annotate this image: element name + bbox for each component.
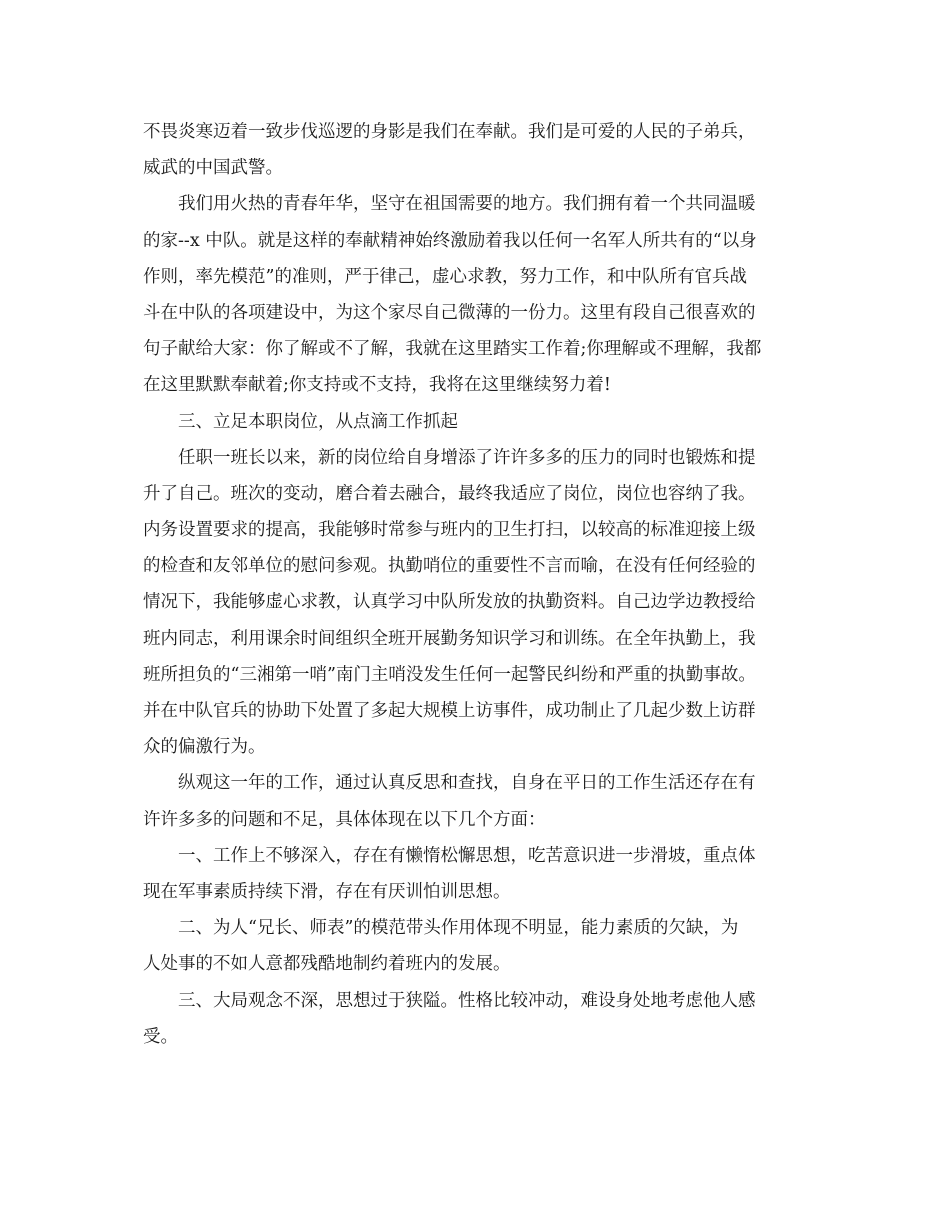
text-line: 许许多多的问题和不足，具体体现在以下几个方面： — [143, 809, 546, 830]
text-line: 受。 — [143, 1026, 178, 1047]
text-line: 我们用火热的青春年华，坚守在祖国需要的地方。我们拥有着一个共同温暖 — [178, 194, 756, 215]
document-body — [143, 114, 813, 1055]
text-line: 任职一班长以来，新的岗位给自身增添了许许多多的压力的同时也锻炼和提 — [178, 447, 756, 468]
text-line: 班内同志，利用课余时间组织全班开展勤务知识学习和训练。在全年执勤上，我 — [143, 628, 756, 649]
list-item-line: 一、工作上不够深入，存在有懒惰松懈思想，吃苦意识进一步滑坡，重点体 — [178, 845, 756, 866]
text-line: 众的偏激行为。 — [143, 737, 266, 758]
text-line: 情况下，我能够虚心求教，认真学习中队所发放的执勤资料。自己边学边教授给 — [143, 592, 756, 613]
list-item-line: 二、为人“兄长、师表”的模范带头作用体现不明显，能力素质的欠缺，为 — [178, 918, 739, 939]
text-line: 在这里默默奉献着;你支持或不支持，我将在这里继续努力着! — [143, 375, 611, 396]
text-line: 并在中队官兵的协助下处置了多起大规模上访事件，成功制止了几起少数上访群 — [143, 701, 756, 721]
text-line: 作则，率先模范”的准则，严于律己，虚心求教，努力工作，和中队所有官兵战 — [143, 266, 747, 287]
text-line: 内务设置要求的提高，我能够时常参与班内的卫生打扫，以较高的标准迎接上级 — [143, 520, 756, 541]
text-line: 句子献给大家：你了解或不了解，我就在这里踏实工作着;你理解或不理解，我都 — [143, 339, 762, 360]
text-line: 的检查和友邻单位的慰问参观。执勤哨位的重要性不言而喻，在没有任何经验的 — [143, 556, 756, 577]
text-line: 威武的中国武警。 — [143, 158, 283, 179]
text-line: 升了自己。班次的变动，磨合着去融合，最终我适应了岗位，岗位也容纳了我。 — [143, 483, 756, 504]
section-heading: 三、立足本职岗位，从点滴工作抓起 — [178, 411, 458, 432]
text-line: 班所担负的“三湘第一哨”南门主哨没发生任何一起警民纠纷和严重的执勤事故。 — [143, 664, 756, 685]
list-item-line: 三、大局观念不深，思想过于狭隘。性格比较冲动，难设身处地考虑他人感 — [178, 990, 756, 1011]
text-line: 不畏炎寒迈着一致步伐巡逻的身影是我们在奉献。我们是可爱的人民的子弟兵， — [143, 122, 756, 142]
text-line: 人处事的不如人意都残酷地制约着班内的发展。 — [143, 954, 511, 975]
text-line: 斗在中队的各项建设中，为这个家尽自己微薄的一份力。这里有段自己很喜欢的 — [143, 302, 756, 323]
text-line: 纵观这一年的工作，通过认真反思和查找，自身在平日的工作生活还存在有 — [178, 773, 756, 794]
text-line: 的家--x 中队。就是这样的奉献精神始终激励着我以任何一名军人所共有的“以身 — [143, 230, 757, 251]
text-line: 现在军事素质持续下滑，存在有厌训怕训思想。 — [143, 881, 511, 902]
